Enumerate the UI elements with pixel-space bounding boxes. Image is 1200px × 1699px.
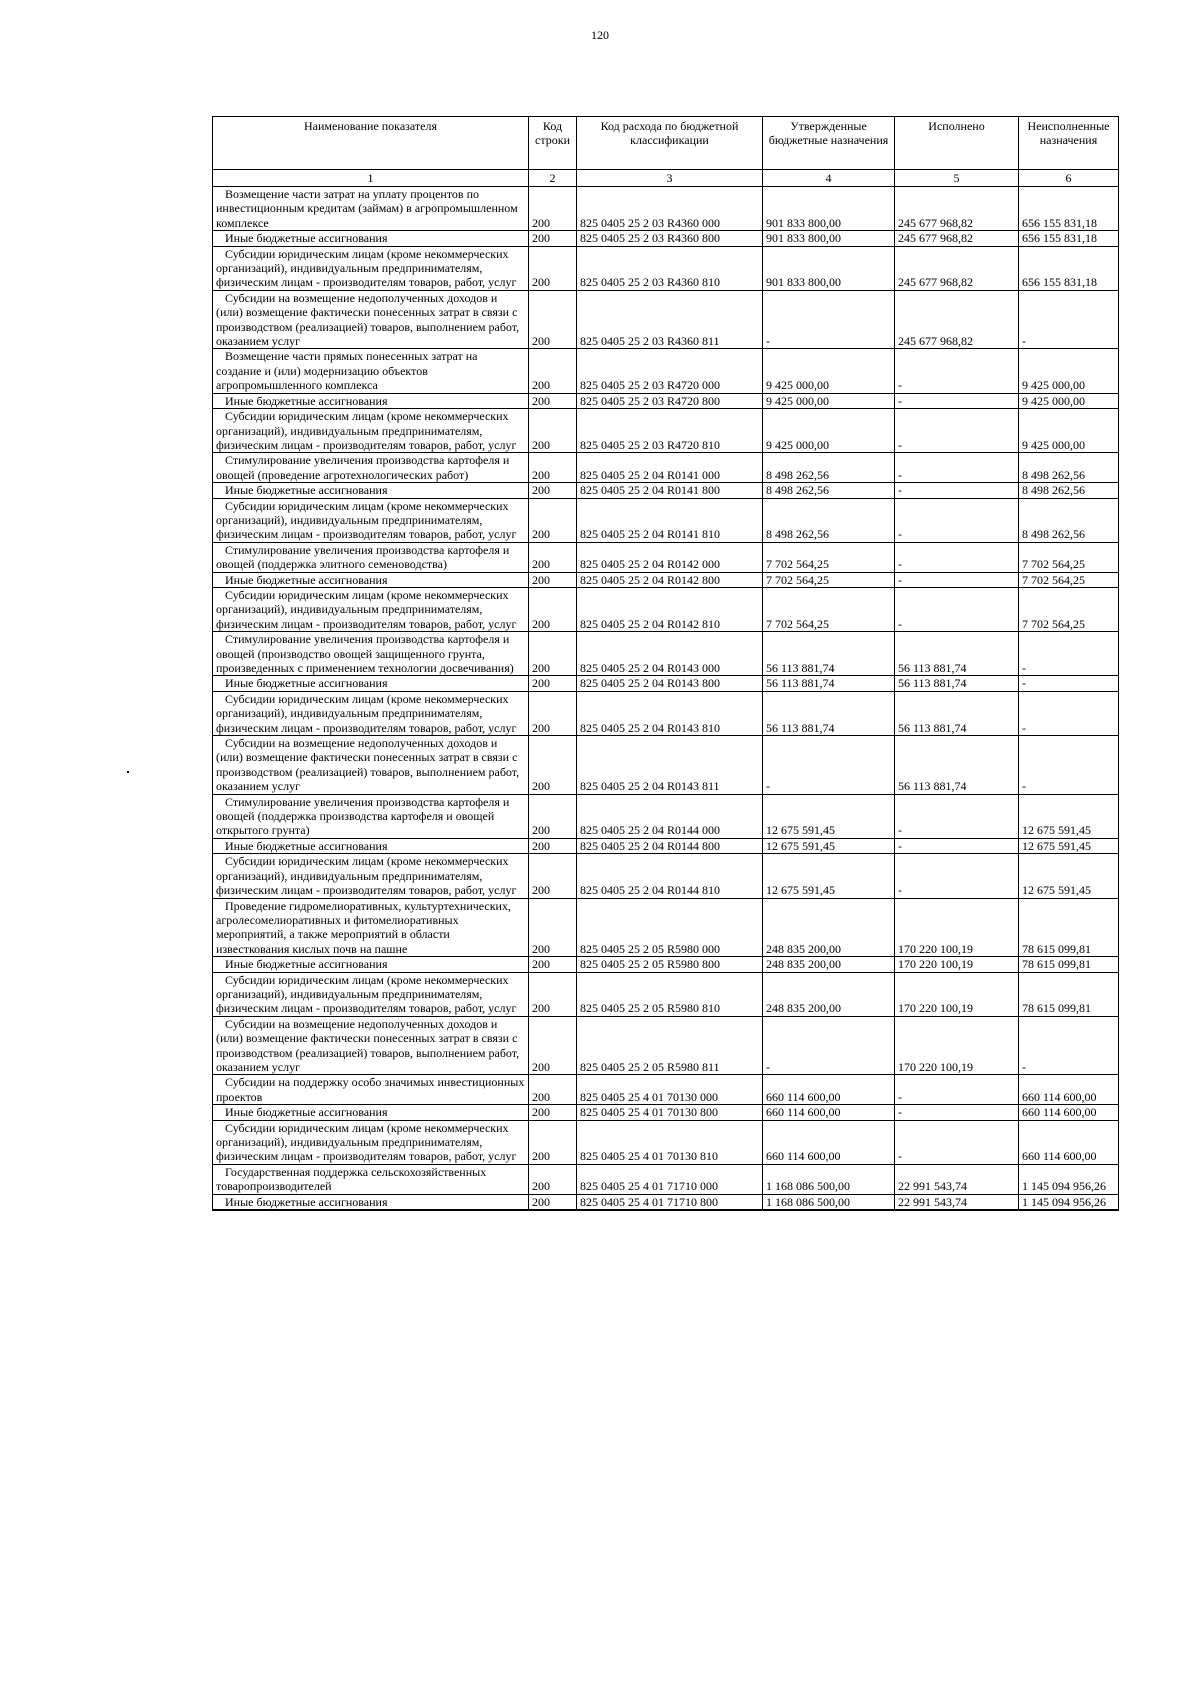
row-name-cell — [213, 854, 529, 898]
row-line-code-cell: 200 — [529, 736, 577, 795]
row-name-cell — [213, 1105, 529, 1120]
row-name-cell — [213, 632, 529, 676]
row-approved-cell: 1 168 086 500,00 — [763, 1164, 895, 1194]
row-approved-cell: 12 675 591,45 — [763, 838, 895, 853]
table-row — [213, 632, 1119, 676]
row-executed-cell: 22 991 543,74 — [895, 1164, 1019, 1194]
row-name-text: Субсидии юридическим лицам (кроме некоммерческих организаций), индивидуальным предпринимателям, физическим лицам - производителям товаров, работ, услуг — [216, 691, 517, 735]
row-budget-code-cell: 825 0405 25 2 04 R0142 810 — [577, 587, 763, 631]
row-approved-cell: 660 114 600,00 — [763, 1105, 895, 1120]
row-executed-cell: - — [895, 854, 1019, 898]
row-executed-cell: 56 113 881,74 — [895, 736, 1019, 795]
row-line-code-cell: 200 — [529, 572, 577, 587]
row-name-cell — [213, 498, 529, 542]
row-line-code-cell: 200 — [529, 794, 577, 838]
row-name-cell — [213, 246, 529, 290]
row-executed-cell: - — [895, 393, 1019, 408]
table-row — [213, 498, 1119, 542]
row-name-text: Субсидии на возмещение недополученных доходов и (или) возмещение фактически понесенных затрат в связи с производством (реализацией) товаров, выполнением работ, оказанием услуг — [216, 290, 520, 349]
row-executed-cell: - — [895, 1105, 1019, 1120]
row-unexecuted-cell: 12 675 591,45 — [1019, 838, 1119, 853]
row-budget-code-cell: 825 0405 25 2 04 R0141 800 — [577, 483, 763, 498]
row-executed-cell: 170 220 100,19 — [895, 1016, 1019, 1075]
row-executed-cell: 170 220 100,19 — [895, 957, 1019, 972]
table-row — [213, 854, 1119, 898]
row-name-text: Иные бюджетные ассигнования — [225, 676, 388, 691]
row-budget-code-cell: 825 0405 25 2 05 R5980 811 — [577, 1016, 763, 1075]
table-row — [213, 349, 1119, 393]
row-line-code-cell: 200 — [529, 409, 577, 453]
row-budget-code-cell: 825 0405 25 4 01 71710 800 — [577, 1194, 763, 1210]
row-name-text: Субсидии на возмещение недополученных доходов и (или) возмещение фактически понесенных затрат в связи с производством (реализацией) товаров, выполнением работ, оказанием услуг — [216, 1016, 520, 1074]
row-approved-cell: 660 114 600,00 — [763, 1120, 895, 1164]
row-executed-cell: - — [895, 1075, 1019, 1105]
row-name-cell — [213, 676, 529, 691]
row-unexecuted-cell: 7 702 564,25 — [1019, 572, 1119, 587]
table-row — [213, 736, 1119, 795]
row-executed-cell: - — [895, 483, 1019, 498]
row-line-code-cell: 200 — [529, 898, 577, 957]
row-name-cell — [213, 957, 529, 972]
row-approved-cell: - — [763, 1016, 895, 1075]
row-unexecuted-cell: 660 114 600,00 — [1019, 1105, 1119, 1120]
column-number: 5 — [895, 170, 1019, 187]
row-name-cell — [213, 187, 529, 231]
row-unexecuted-cell: 8 498 262,56 — [1019, 483, 1119, 498]
row-line-code-cell: 200 — [529, 453, 577, 483]
row-name-cell — [213, 898, 529, 957]
row-budget-code-cell: 825 0405 25 2 03 R4360 000 — [577, 187, 763, 231]
table-body — [213, 187, 1119, 1211]
row-executed-cell: 170 220 100,19 — [895, 972, 1019, 1016]
row-name-text: Субсидии на возмещение недополученных доходов и (или) возмещение фактически понесенных затрат в связи с производством (реализацией) товаров, выполнением работ, оказанием услуг — [216, 736, 520, 794]
row-approved-cell: 9 425 000,00 — [763, 393, 895, 408]
row-name-cell — [213, 736, 529, 795]
row-executed-cell: - — [895, 1120, 1019, 1164]
row-line-code-cell: 200 — [529, 1075, 577, 1105]
row-approved-cell: 7 702 564,25 — [763, 572, 895, 587]
row-line-code-cell: 200 — [529, 1194, 577, 1210]
row-executed-cell: 245 677 968,82 — [895, 187, 1019, 231]
row-executed-cell: - — [895, 542, 1019, 572]
row-budget-code-cell: 825 0405 25 2 03 R4720 000 — [577, 349, 763, 393]
row-budget-code-cell: 825 0405 25 2 04 R0143 811 — [577, 736, 763, 795]
row-line-code-cell: 200 — [529, 498, 577, 542]
column-numbers-row — [213, 170, 1119, 187]
row-line-code-cell: 200 — [529, 957, 577, 972]
table-row — [213, 676, 1119, 691]
row-name-cell — [213, 972, 529, 1016]
row-budget-code-cell: 825 0405 25 2 04 R0143 800 — [577, 676, 763, 691]
row-name-cell — [213, 393, 529, 408]
row-line-code-cell: 200 — [529, 972, 577, 1016]
row-executed-cell: 56 113 881,74 — [895, 676, 1019, 691]
row-unexecuted-cell: 9 425 000,00 — [1019, 409, 1119, 453]
table-row — [213, 838, 1119, 853]
row-approved-cell: 12 675 591,45 — [763, 854, 895, 898]
row-name-cell — [213, 231, 529, 246]
row-executed-cell: 245 677 968,82 — [895, 290, 1019, 349]
table-row — [213, 409, 1119, 453]
row-unexecuted-cell: 8 498 262,56 — [1019, 498, 1119, 542]
row-executed-cell: 245 677 968,82 — [895, 231, 1019, 246]
row-name-cell — [213, 1164, 529, 1194]
row-executed-cell: - — [895, 409, 1019, 453]
header-line-code: Код строки — [529, 117, 577, 170]
row-executed-cell: - — [895, 572, 1019, 587]
row-budget-code-cell: 825 0405 25 2 05 R5980 810 — [577, 972, 763, 1016]
table-row — [213, 587, 1119, 631]
row-name-cell — [213, 1075, 529, 1105]
table-row — [213, 246, 1119, 290]
row-approved-cell: 248 835 200,00 — [763, 957, 895, 972]
table-row — [213, 393, 1119, 408]
row-budget-code-cell: 825 0405 25 2 03 R4360 810 — [577, 246, 763, 290]
row-line-code-cell: 200 — [529, 1105, 577, 1120]
row-approved-cell: 248 835 200,00 — [763, 898, 895, 957]
row-budget-code-cell: 825 0405 25 2 04 R0143 810 — [577, 691, 763, 735]
row-approved-cell: 8 498 262,56 — [763, 453, 895, 483]
row-executed-cell: - — [895, 453, 1019, 483]
row-name-cell — [213, 794, 529, 838]
row-approved-cell: 1 168 086 500,00 — [763, 1194, 895, 1210]
row-approved-cell: 56 113 881,74 — [763, 691, 895, 735]
table-row — [213, 187, 1119, 231]
row-line-code-cell: 200 — [529, 246, 577, 290]
table-row — [213, 572, 1119, 587]
page-number: 120 — [591, 28, 609, 42]
row-approved-cell: 12 675 591,45 — [763, 794, 895, 838]
row-name-text: Стимулирование увеличения производства картофеля и овощей (поддержка производства картофеля и овощей открытого грунта) — [216, 794, 510, 838]
row-approved-cell: 8 498 262,56 — [763, 498, 895, 542]
row-name-text: Иные бюджетные ассигнования — [225, 231, 388, 246]
row-name-text: Проведение гидромелиоративных, культуртехнических, агролесомелиоративных и фитомелиоративных мероприятий, а также мероприятий в области известкования кислых почв на пашне — [216, 898, 511, 956]
row-executed-cell: - — [895, 587, 1019, 631]
row-name-cell — [213, 1120, 529, 1164]
row-approved-cell: 660 114 600,00 — [763, 1075, 895, 1105]
row-budget-code-cell: 825 0405 25 2 04 R0142 800 — [577, 572, 763, 587]
table-row — [213, 957, 1119, 972]
row-executed-cell: 170 220 100,19 — [895, 898, 1019, 957]
row-approved-cell: 7 702 564,25 — [763, 542, 895, 572]
table-row — [213, 453, 1119, 483]
row-approved-cell: - — [763, 290, 895, 349]
row-unexecuted-cell: - — [1019, 691, 1119, 735]
row-line-code-cell: 200 — [529, 1164, 577, 1194]
row-name-text: Иные бюджетные ассигнования — [225, 1194, 388, 1209]
row-unexecuted-cell: - — [1019, 676, 1119, 691]
row-unexecuted-cell: - — [1019, 632, 1119, 676]
stray-mark — [127, 771, 129, 773]
row-line-code-cell: 200 — [529, 231, 577, 246]
row-approved-cell: 8 498 262,56 — [763, 483, 895, 498]
row-budget-code-cell: 825 0405 25 2 04 R0142 000 — [577, 542, 763, 572]
row-name-text: Возмещение части прямых понесенных затрат на создание и (или) модернизацию объектов агропромышленного комплекса — [216, 349, 478, 393]
row-name-text: Иные бюджетные ассигнования — [225, 572, 388, 587]
row-line-code-cell: 200 — [529, 1016, 577, 1075]
row-unexecuted-cell: 1 145 094 956,26 — [1019, 1194, 1119, 1210]
row-unexecuted-cell: - — [1019, 1016, 1119, 1075]
row-executed-cell: 245 677 968,82 — [895, 246, 1019, 290]
row-budget-code-cell: 825 0405 25 2 03 R4360 800 — [577, 231, 763, 246]
row-line-code-cell: 200 — [529, 349, 577, 393]
row-approved-cell: 56 113 881,74 — [763, 676, 895, 691]
table-row — [213, 483, 1119, 498]
row-budget-code-cell: 825 0405 25 2 04 R0143 000 — [577, 632, 763, 676]
row-executed-cell: - — [895, 794, 1019, 838]
row-executed-cell: - — [895, 349, 1019, 393]
table-row — [213, 898, 1119, 957]
row-name-cell — [213, 542, 529, 572]
row-name-text: Государственная поддержка сельскохозяйственных товаропроизводителей — [216, 1164, 487, 1194]
row-unexecuted-cell: 660 114 600,00 — [1019, 1120, 1119, 1164]
row-budget-code-cell: 825 0405 25 2 04 R0141 000 — [577, 453, 763, 483]
table-row — [213, 1075, 1119, 1105]
row-line-code-cell: 200 — [529, 838, 577, 853]
row-approved-cell: 56 113 881,74 — [763, 632, 895, 676]
row-line-code-cell: 200 — [529, 1120, 577, 1164]
row-line-code-cell: 200 — [529, 691, 577, 735]
row-approved-cell: 901 833 800,00 — [763, 231, 895, 246]
row-line-code-cell: 200 — [529, 587, 577, 631]
row-name-cell — [213, 691, 529, 735]
row-name-cell — [213, 290, 529, 349]
row-line-code-cell: 200 — [529, 290, 577, 349]
row-unexecuted-cell: 656 155 831,18 — [1019, 187, 1119, 231]
row-unexecuted-cell: 78 615 099,81 — [1019, 957, 1119, 972]
row-executed-cell: 22 991 543,74 — [895, 1194, 1019, 1210]
row-unexecuted-cell: 12 675 591,45 — [1019, 854, 1119, 898]
column-number: 6 — [1019, 170, 1119, 187]
row-budget-code-cell: 825 0405 25 2 04 R0144 810 — [577, 854, 763, 898]
row-name-cell — [213, 1194, 529, 1210]
row-name-text: Субсидии юридическим лицам (кроме некоммерческих организаций), индивидуальным предпринимателям, физическим лицам - производителям товаров, работ, услуг — [216, 409, 517, 452]
row-name-text: Иные бюджетные ассигнования — [225, 1105, 388, 1120]
row-unexecuted-cell: 660 114 600,00 — [1019, 1075, 1119, 1105]
row-line-code-cell: 200 — [529, 854, 577, 898]
row-line-code-cell: 200 — [529, 632, 577, 676]
row-name-cell — [213, 483, 529, 498]
row-line-code-cell: 200 — [529, 676, 577, 691]
row-budget-code-cell: 825 0405 25 4 01 71710 000 — [577, 1164, 763, 1194]
row-unexecuted-cell: 1 145 094 956,26 — [1019, 1164, 1119, 1194]
budget-execution-table — [212, 116, 1119, 1211]
row-name-cell — [213, 349, 529, 393]
row-name-text: Иные бюджетные ассигнования — [225, 483, 388, 498]
row-name-text: Иные бюджетные ассигнования — [225, 393, 388, 408]
row-unexecuted-cell: 656 155 831,18 — [1019, 231, 1119, 246]
column-number: 3 — [577, 170, 763, 187]
row-unexecuted-cell: 8 498 262,56 — [1019, 453, 1119, 483]
row-name-text: Стимулирование увеличения производства картофеля и овощей (проведение агротехнологических работ) — [216, 453, 510, 482]
row-unexecuted-cell: 7 702 564,25 — [1019, 542, 1119, 572]
table-row — [213, 542, 1119, 572]
column-number: 2 — [529, 170, 577, 187]
row-name-text: Стимулирование увеличения производства картофеля и овощей (производство овощей защищенного грунта, произведенных с применением технологии досвечивания) — [216, 632, 514, 675]
row-name-text: Иные бюджетные ассигнования — [225, 838, 388, 853]
header-name: Наименование показателя — [213, 117, 529, 170]
row-unexecuted-cell: 9 425 000,00 — [1019, 349, 1119, 393]
row-name-cell — [213, 587, 529, 631]
table-row — [213, 1105, 1119, 1120]
row-budget-code-cell: 825 0405 25 2 05 R5980 000 — [577, 898, 763, 957]
row-executed-cell: - — [895, 838, 1019, 853]
row-approved-cell: 248 835 200,00 — [763, 972, 895, 1016]
row-name-text: Субсидии юридическим лицам (кроме некоммерческих организаций), индивидуальным предпринимателям, физическим лицам - производителям товаров, работ, услуг — [216, 587, 517, 631]
row-budget-code-cell: 825 0405 25 2 03 R4720 810 — [577, 409, 763, 453]
row-name-text: Субсидии на поддержку особо значимых инвестиционных проектов — [216, 1075, 525, 1104]
row-executed-cell: 56 113 881,74 — [895, 632, 1019, 676]
row-name-cell — [213, 838, 529, 853]
row-unexecuted-cell: - — [1019, 290, 1119, 349]
row-line-code-cell: 200 — [529, 483, 577, 498]
row-line-code-cell: 200 — [529, 187, 577, 231]
row-name-text: Субсидии юридическим лицам (кроме некоммерческих организаций), индивидуальным предпринимателям, физическим лицам - производителям товаров, работ, услуг — [216, 1120, 517, 1164]
table-row — [213, 1164, 1119, 1194]
table-row — [213, 794, 1119, 838]
row-executed-cell: - — [895, 498, 1019, 542]
row-unexecuted-cell: 9 425 000,00 — [1019, 393, 1119, 408]
column-number: 4 — [763, 170, 895, 187]
row-budget-code-cell: 825 0405 25 2 04 R0141 810 — [577, 498, 763, 542]
row-budget-code-cell: 825 0405 25 2 05 R5980 800 — [577, 957, 763, 972]
table-header — [213, 117, 1119, 187]
row-executed-cell: 56 113 881,74 — [895, 691, 1019, 735]
row-name-cell — [213, 453, 529, 483]
row-line-code-cell: 200 — [529, 542, 577, 572]
row-unexecuted-cell: - — [1019, 736, 1119, 795]
row-name-text: Стимулирование увеличения производства картофеля и овощей (поддержка элитного семеноводства) — [216, 542, 510, 572]
row-name-text: Возмещение части затрат на уплату процентов по инвестиционным кредитам (займам) в агропромышленном комплексе — [216, 187, 518, 230]
row-budget-code-cell: 825 0405 25 4 01 70130 810 — [577, 1120, 763, 1164]
header-unexecuted: Неисполненные назначения — [1019, 117, 1119, 170]
row-approved-cell: 7 702 564,25 — [763, 587, 895, 631]
table-row — [213, 1194, 1119, 1210]
table-row — [213, 231, 1119, 246]
row-unexecuted-cell: 78 615 099,81 — [1019, 898, 1119, 957]
row-budget-code-cell: 825 0405 25 2 04 R0144 000 — [577, 794, 763, 838]
row-name-cell — [213, 572, 529, 587]
row-approved-cell: - — [763, 736, 895, 795]
row-unexecuted-cell: 78 615 099,81 — [1019, 972, 1119, 1016]
header-approved: Утвержденные бюджетные назначения — [763, 117, 895, 170]
row-budget-code-cell: 825 0405 25 4 01 70130 000 — [577, 1075, 763, 1105]
row-budget-code-cell: 825 0405 25 4 01 70130 800 — [577, 1105, 763, 1120]
table-row — [213, 1120, 1119, 1164]
row-name-cell — [213, 409, 529, 453]
row-unexecuted-cell: 656 155 831,18 — [1019, 246, 1119, 290]
row-line-code-cell: 200 — [529, 393, 577, 408]
row-approved-cell: 9 425 000,00 — [763, 409, 895, 453]
row-unexecuted-cell: 12 675 591,45 — [1019, 794, 1119, 838]
row-name-text: Субсидии юридическим лицам (кроме некоммерческих организаций), индивидуальным предпринимателям, физическим лицам - производителям товаров, работ, услуг — [216, 972, 517, 1016]
row-name-text: Субсидии юридическим лицам (кроме некоммерческих организаций), индивидуальным предпринимателям, физическим лицам - производителям товаров, работ, услуг — [216, 854, 517, 898]
row-name-text: Субсидии юридическим лицам (кроме некоммерческих организаций), индивидуальным предпринимателям, физическим лицам - производителям товаров, работ, услуг — [216, 498, 517, 542]
row-approved-cell: 901 833 800,00 — [763, 246, 895, 290]
row-name-text: Иные бюджетные ассигнования — [225, 957, 388, 972]
header-budget-code: Код расхода по бюджетной классификации — [577, 117, 763, 170]
column-number: 1 — [213, 170, 529, 187]
row-name-text: Субсидии юридическим лицам (кроме некоммерческих организаций), индивидуальным предпринимателям, физическим лицам - производителям товаров, работ, услуг — [216, 246, 517, 290]
header-executed: Исполнено — [895, 117, 1019, 170]
row-budget-code-cell: 825 0405 25 2 04 R0144 800 — [577, 838, 763, 853]
table-row — [213, 972, 1119, 1016]
row-approved-cell: 901 833 800,00 — [763, 187, 895, 231]
table-row — [213, 290, 1119, 349]
row-budget-code-cell: 825 0405 25 2 03 R4720 800 — [577, 393, 763, 408]
table-row — [213, 1016, 1119, 1075]
row-unexecuted-cell: 7 702 564,25 — [1019, 587, 1119, 631]
table-row — [213, 691, 1119, 735]
row-approved-cell: 9 425 000,00 — [763, 349, 895, 393]
row-name-cell — [213, 1016, 529, 1075]
row-budget-code-cell: 825 0405 25 2 03 R4360 811 — [577, 290, 763, 349]
